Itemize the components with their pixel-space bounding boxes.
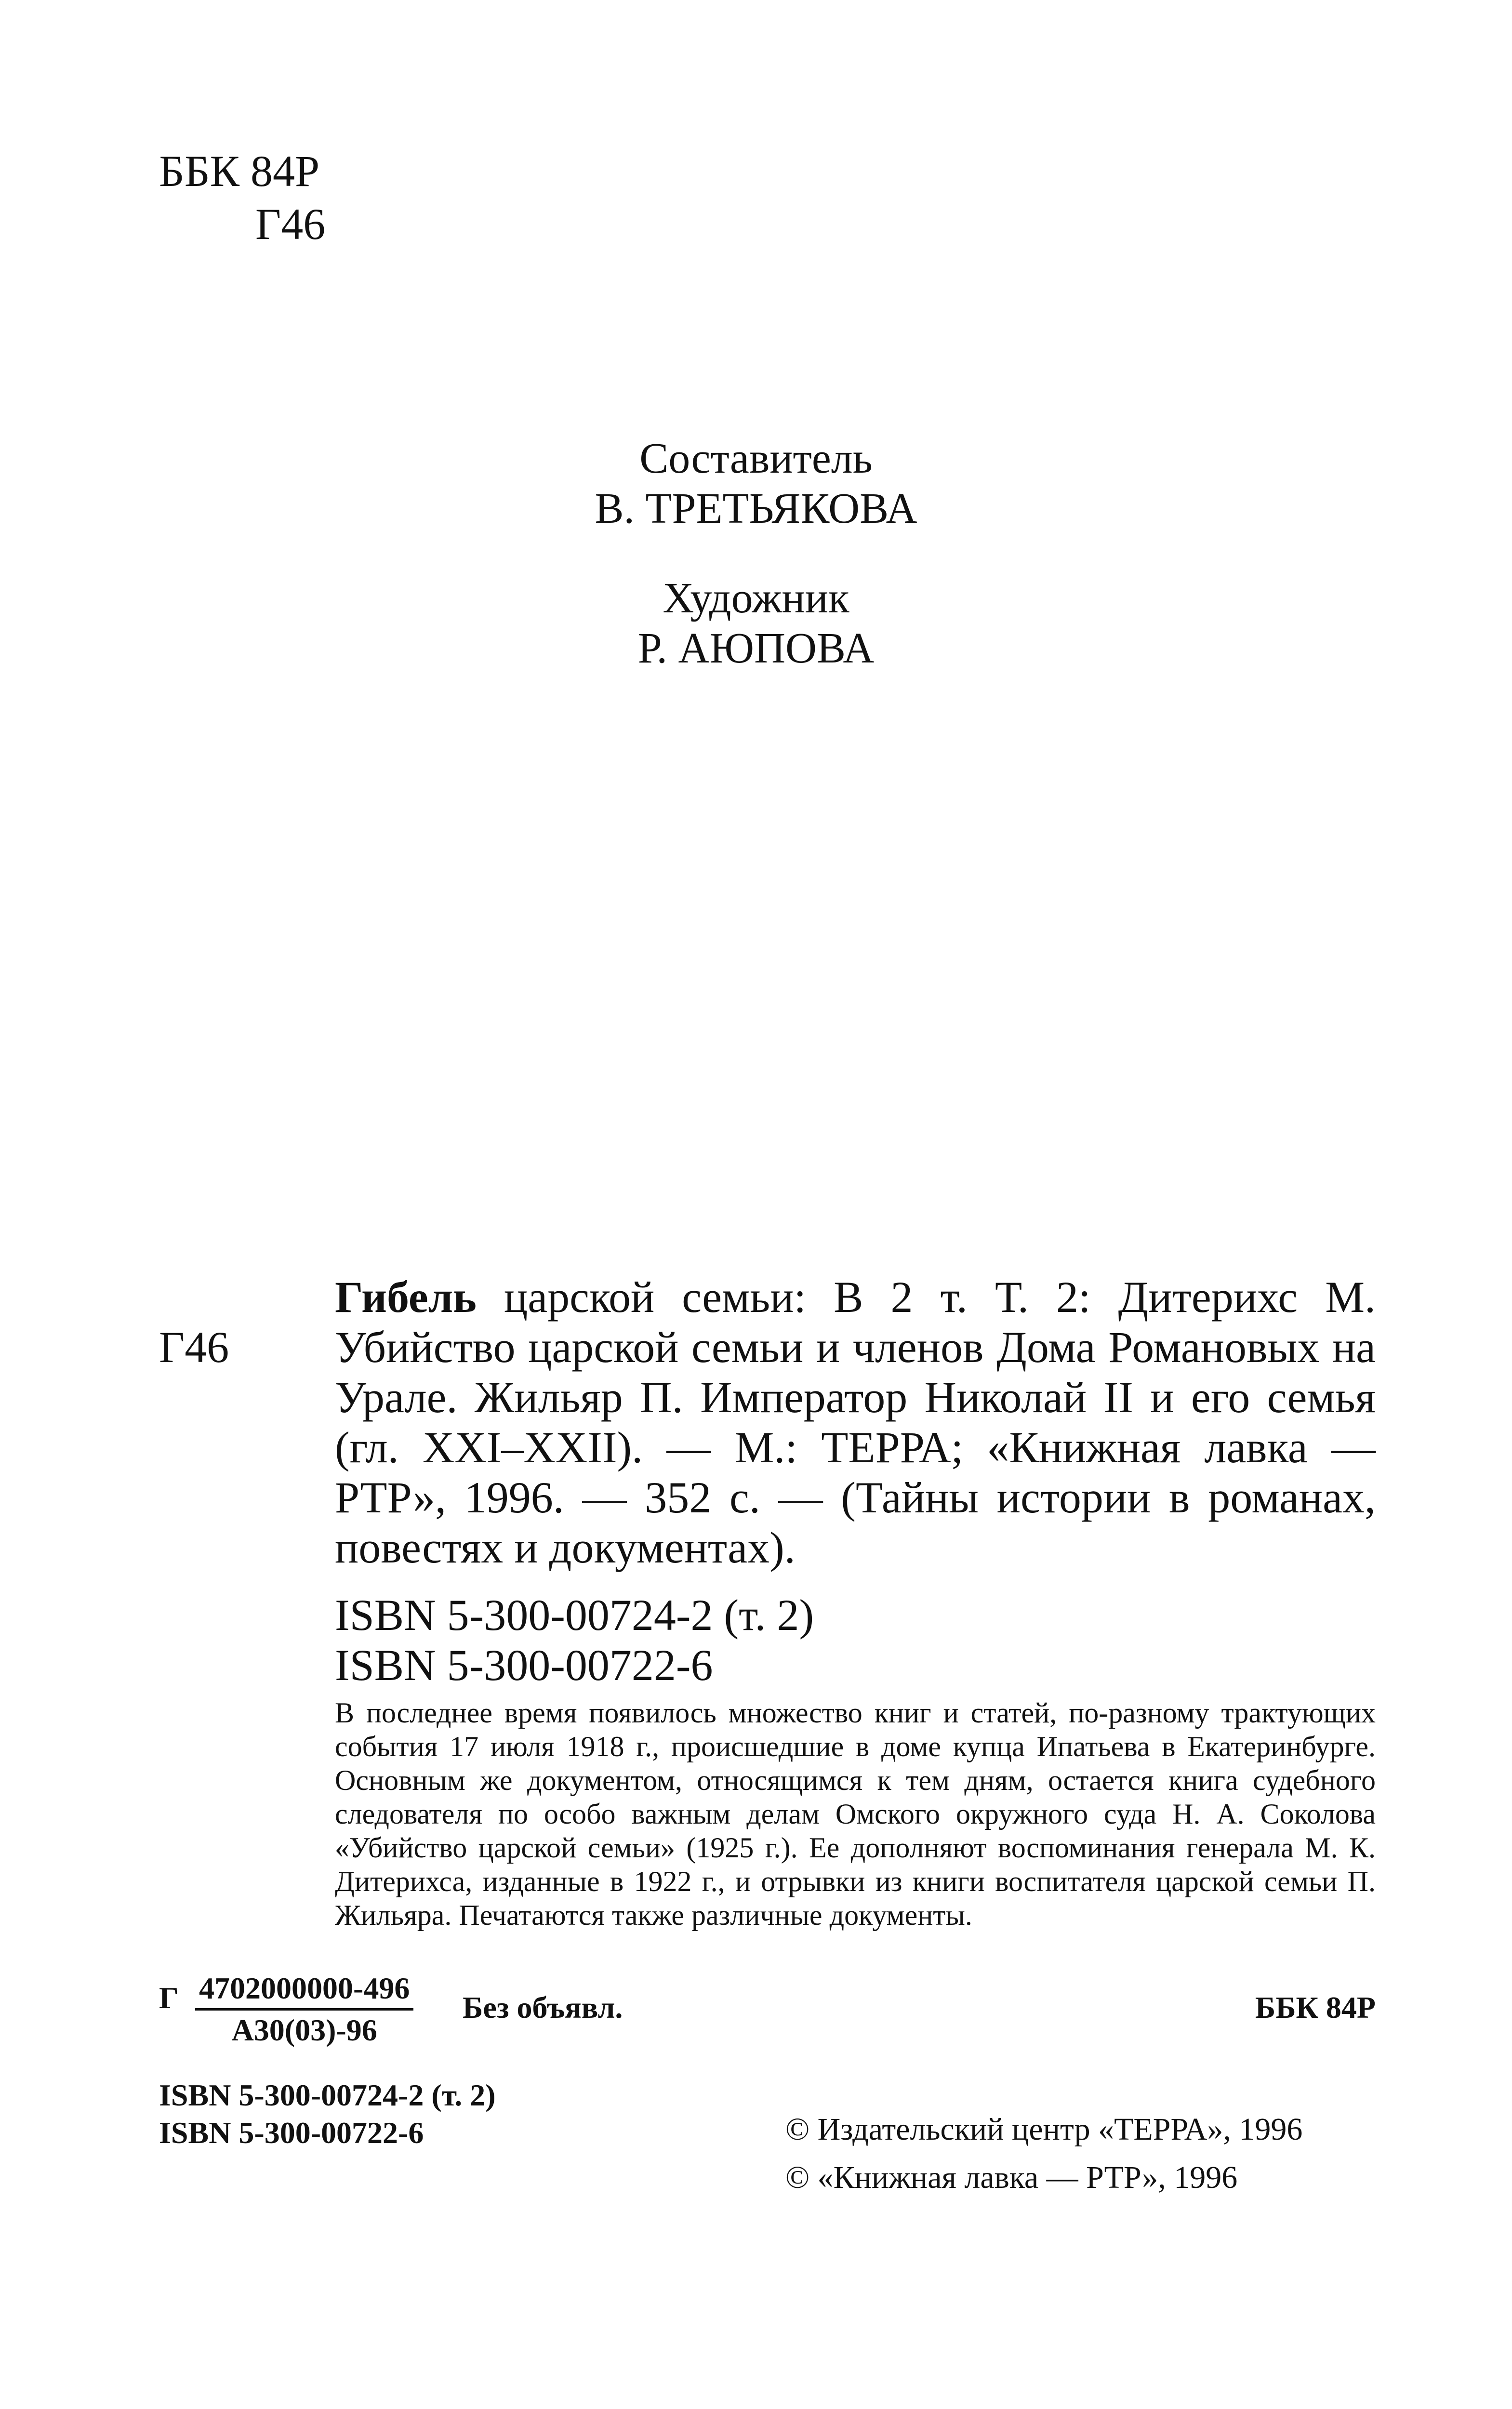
imprint-isbn-2: ISBN 5-300-00722-6 [159,2116,424,2150]
imprint-isbn-1: ISBN 5-300-00724-2 (т. 2) [159,2078,496,2112]
catalog-side-sign: Г46 [159,1323,229,1372]
bbk-code: ББК 84Р [159,146,320,196]
catalog-text: царской семьи: В 2 т. Т. 2: Дитерихс М. Убийство царской семьи и членов Дома Романовых на Урале. Жильяр П. Император Николай II и его семья (гл. XXI–XXII). — М.: ТЕРРА; «Книжная лавка — РТР», 1996. — 352 с. — (Тайны истории в романах, повестях и документах). [335,1272,1376,1572]
abstract-paragraph: В последнее время появилось множество книг и статей, по-разному трактующих события 17 июля 1918 г., происшедшие в доме купца Ипатьева в Екатеринбурге. Основным же документом, относящимся к тем дням, остается книга судебного следователя по особо важным делам Омского окружного суда Н. А. Соколова «Убийство царской семьи» (1925 г.). Ее дополняют воспоминания генерала М. К. Дитерихса, изданные в 1922 г., и отрывки из книги воспитателя царской семьи П. Жильяра. Печатаются также различные документы. [335,1697,1376,1931]
author-sign: Г46 [255,199,326,249]
bbk-code-bottom: ББК 84Р [1255,1990,1376,2025]
g-letter: Г [159,1981,179,2015]
bbk-header [159,145,325,251]
catalog-description [335,1272,1376,1573]
artist-name: Р. АЮПОВА [637,624,875,672]
catalog-isbn-block [335,1590,814,1690]
compiler-role: Составитель [639,435,873,482]
copyright-block [785,2105,1302,2202]
catalog-isbn-2: ISBN 5-300-00722-6 [335,1641,713,1690]
imprint-isbn-block [159,2077,496,2152]
no-announcement: Без объявл. [463,1990,623,2025]
imprint-fraction [195,1971,413,2048]
copyright-knizhnaya-lavka: © «Книжная лавка — РТР», 1996 [785,2160,1238,2195]
catalog-isbn-1: ISBN 5-300-00724-2 (т. 2) [335,1590,814,1640]
artist-role: Художник [663,574,849,622]
artist-credit [0,573,1512,674]
fraction-denominator: А30(03)-96 [231,2013,377,2047]
compiler-credit [0,434,1512,534]
fraction-numerator: 4702000000-496 [195,1971,413,2011]
catalog-title: Гибель [335,1272,477,1322]
compiler-name: В. ТРЕТЬЯКОВА [595,485,917,532]
copyright-terra: © Издательский центр «ТЕРРА», 1996 [785,2112,1303,2147]
imprint-code-row [159,1971,1376,2047]
